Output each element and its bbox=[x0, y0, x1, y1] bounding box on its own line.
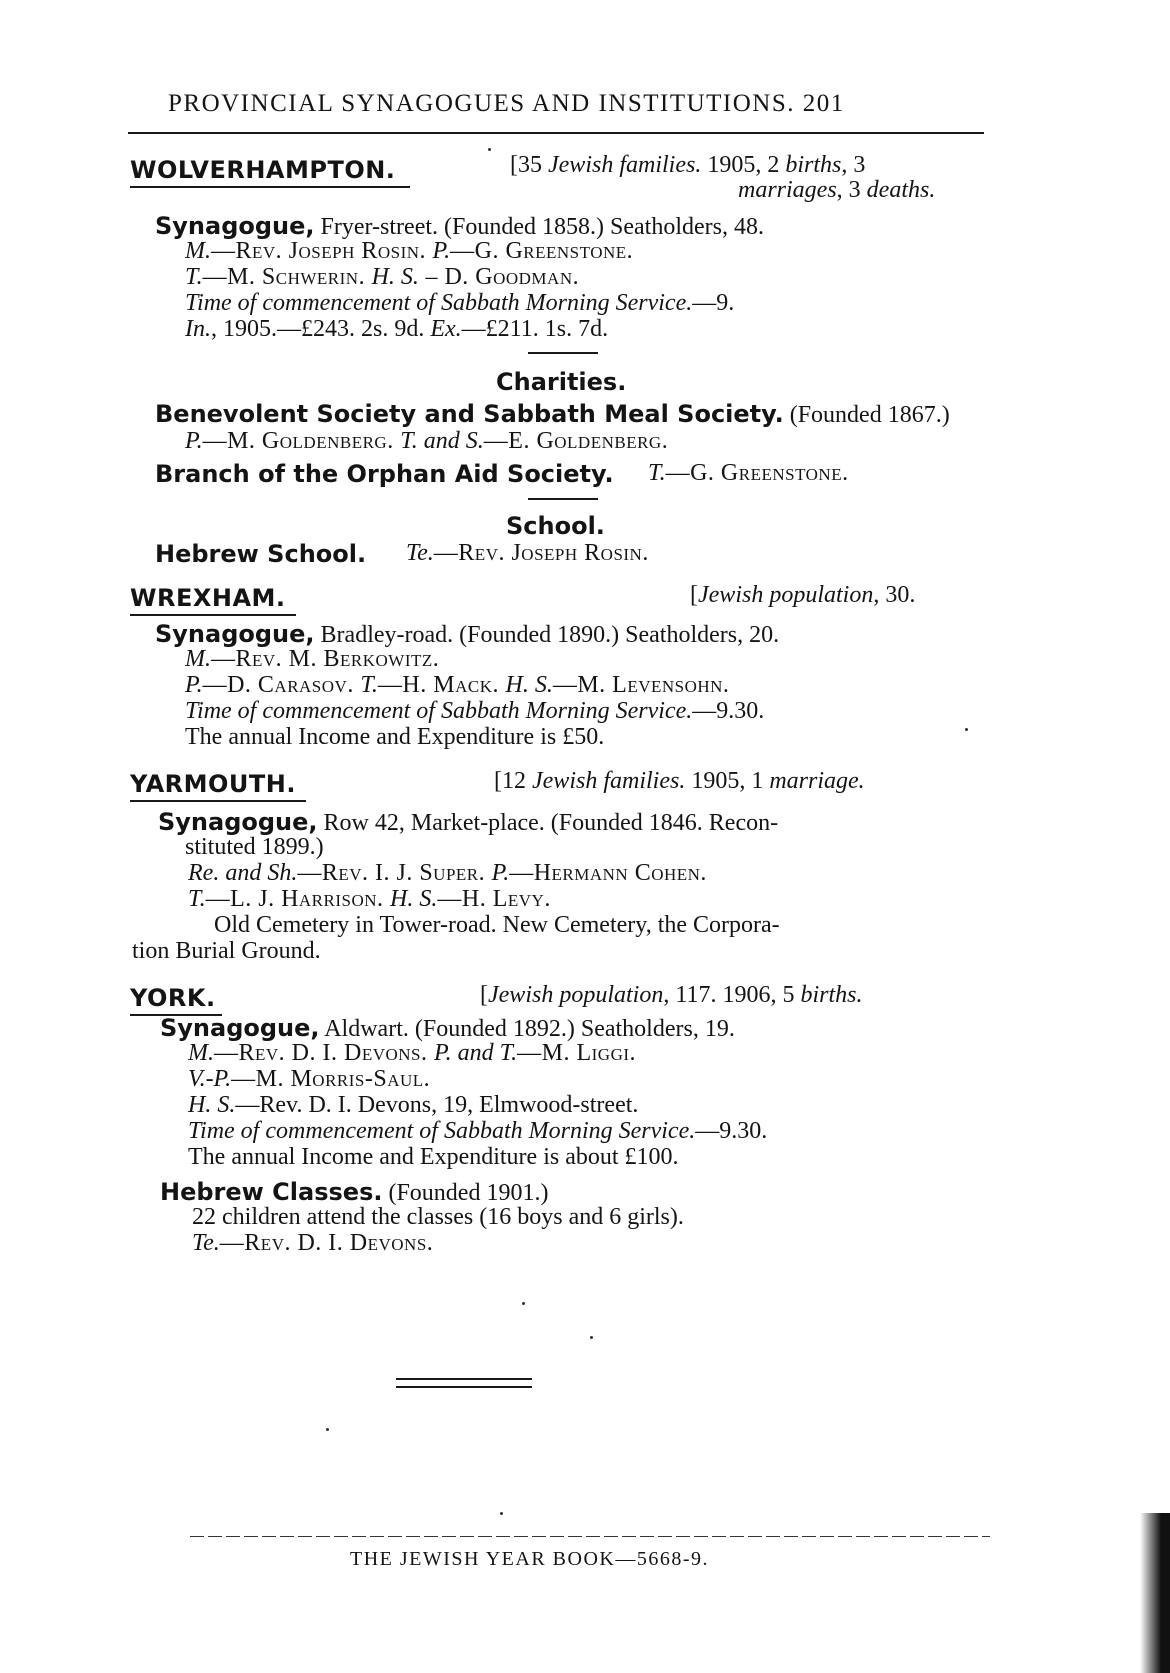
officers-line: Te.—Rev. D. I. Devons. bbox=[192, 1230, 434, 1256]
officers-line: T.—G. Greenstone. bbox=[648, 460, 849, 486]
heading-underline bbox=[130, 614, 296, 616]
city-heading-wolverhampton: WOLVERHAMPTON. bbox=[130, 156, 396, 184]
synagogue-line-cont: stituted 1899.) bbox=[185, 834, 324, 860]
stats-line: [Jewish population, 30. bbox=[690, 582, 916, 608]
closing-rule-top bbox=[396, 1378, 532, 1380]
scan-speck bbox=[590, 1336, 593, 1339]
page-edge-shadow bbox=[1140, 1513, 1170, 1673]
officers-line: V.-P.—M. Morris-Saul. bbox=[188, 1066, 431, 1092]
scan-speck bbox=[965, 728, 968, 731]
classes-line: Hebrew Classes. (Founded 1901.) bbox=[160, 1178, 549, 1206]
service-time-line: Time of commencement of Sabbath Morning Service.—9.30. bbox=[185, 698, 765, 724]
officers-line: P.—D. Carasov. T.—H. Mack. H. S.—M. Levensohn. bbox=[185, 672, 730, 698]
school-line: Hebrew School. bbox=[155, 540, 367, 568]
page-number: 201 bbox=[802, 90, 845, 117]
officers-line: P.—M. Goldenberg. T. and S.—E. Goldenberg. bbox=[185, 428, 669, 454]
service-time-line: Time of commencement of Sabbath Morning Service.—9. bbox=[185, 290, 735, 316]
city-heading-york: YORK. bbox=[130, 984, 216, 1012]
officers-line: T.—L. J. Harrison. H. S.—H. Levy. bbox=[188, 886, 551, 912]
synagogue-line: Synagogue, Fryer-street. (Founded 1858.) Seatholders, 48. bbox=[155, 212, 764, 240]
stats-line: [35 Jewish families. 1905, 2 births, 3 bbox=[510, 152, 866, 178]
classes-detail-line: 22 children attend the classes (16 boys and 6 girls). bbox=[192, 1204, 684, 1230]
synagogue-line: Synagogue, Aldwart. (Founded 1892.) Seatholders, 19. bbox=[160, 1014, 735, 1042]
heading-underline bbox=[130, 800, 306, 802]
footer-text: THE JEWISH YEAR BOOK—5668-9. bbox=[350, 1548, 710, 1570]
page-header bbox=[168, 90, 845, 118]
cemetery-line: Old Cemetery in Tower-road. New Cemetery, the Corpora- bbox=[214, 912, 780, 938]
header-rule bbox=[128, 132, 984, 134]
scan-speck bbox=[522, 1302, 525, 1305]
officers-line: M.—Rev. M. Berkowitz. bbox=[185, 646, 440, 672]
finance-line: The annual Income and Expenditure is £50. bbox=[185, 724, 605, 750]
scan-speck bbox=[326, 1428, 329, 1431]
scan-speck bbox=[500, 1512, 503, 1515]
charities-heading: Charities. bbox=[496, 368, 627, 396]
finance-line: In., 1905.—£243. 2s. 9d. Ex.—£211. 1s. 7d. bbox=[185, 316, 609, 342]
section-divider bbox=[528, 352, 598, 354]
synagogue-line: Synagogue, Row 42, Market-place. (Founded 1846. Recon- bbox=[158, 808, 779, 836]
synagogue-line: Synagogue, Bradley-road. (Founded 1890.) Seatholders, 20. bbox=[155, 620, 780, 648]
officers-line: T.—M. Schwerin. H. S. – D. Goodman. bbox=[185, 264, 580, 290]
city-heading-yarmouth: YARMOUTH. bbox=[130, 770, 296, 798]
officers-line: Re. and Sh.—Rev. I. J. Super. P.—Hermann Cohen. bbox=[188, 860, 707, 886]
stats-line: marriages, 3 deaths. bbox=[738, 177, 936, 203]
city-heading-wrexham: WREXHAM. bbox=[130, 584, 286, 612]
stats-line: [Jewish population, 117. 1906, 5 births. bbox=[480, 982, 863, 1008]
charity-line: Benevolent Society and Sabbath Meal Society. (Founded 1867.) bbox=[155, 400, 950, 428]
officers-line: Te.—Rev. Joseph Rosin. bbox=[406, 540, 649, 566]
charity-line: Branch of the Orphan Aid Society. bbox=[155, 460, 614, 488]
header-title: PROVINCIAL SYNAGOGUES AND INSTITUTIONS. bbox=[168, 90, 796, 117]
cemetery-line-cont: tion Burial Ground. bbox=[132, 938, 321, 964]
scan-speck bbox=[488, 148, 491, 151]
officers-line: H. S.—Rev. D. I. Devons, 19, Elmwood-street. bbox=[188, 1092, 639, 1118]
section-divider bbox=[528, 498, 598, 500]
school-heading: School. bbox=[506, 512, 605, 540]
officers-line: M.—Rev. D. I. Devons. P. and T.—M. Liggi. bbox=[188, 1040, 637, 1066]
service-time-line: Time of commencement of Sabbath Morning Service.—9.30. bbox=[188, 1118, 768, 1144]
heading-underline bbox=[130, 186, 410, 188]
finance-line: The annual Income and Expenditure is about £100. bbox=[188, 1144, 679, 1170]
officers-line: M.—Rev. Joseph Rosin. P.—G. Greenstone. bbox=[185, 238, 634, 264]
stats-line: [12 Jewish families. 1905, 1 marriage. bbox=[494, 768, 865, 794]
closing-rule-bottom bbox=[396, 1386, 532, 1388]
footer-rule bbox=[190, 1536, 990, 1537]
